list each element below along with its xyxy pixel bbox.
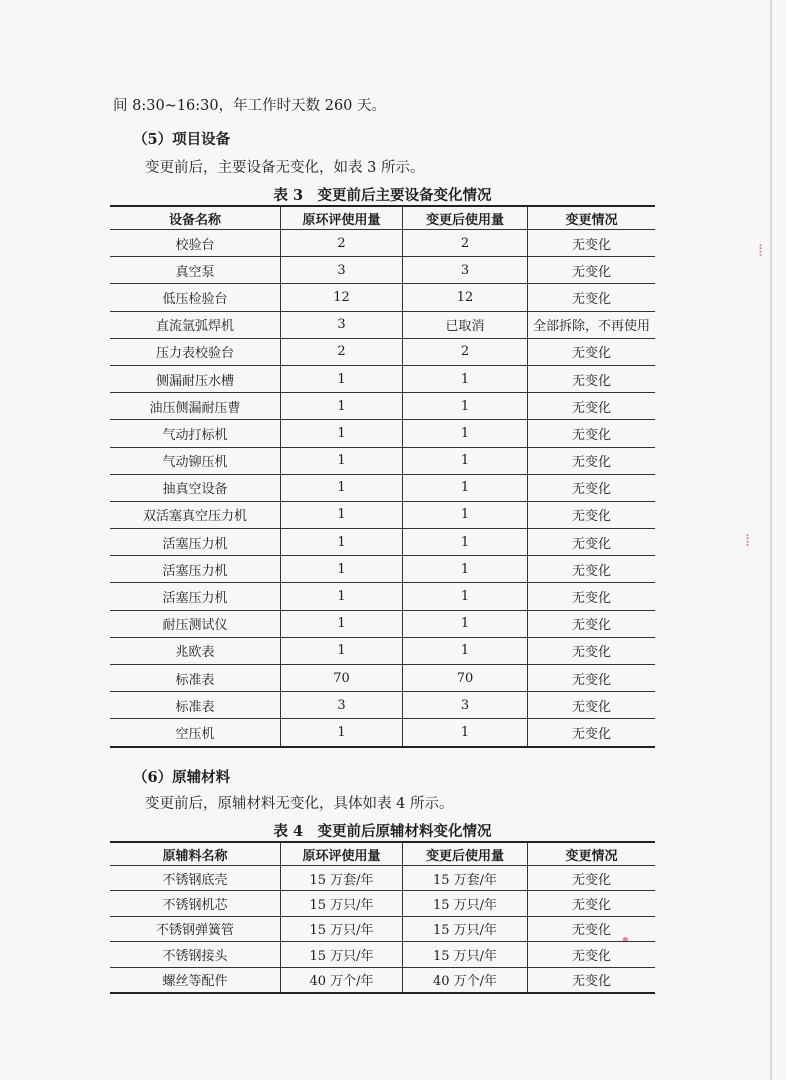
table3-cell: 兆欧表	[110, 637, 281, 664]
table3-cell: 无变化	[528, 719, 656, 747]
table4-cell: 15 万只/年	[403, 891, 528, 916]
table3-row	[110, 420, 655, 447]
table3-cell: 无变化	[528, 529, 656, 556]
table4-row	[110, 967, 655, 993]
table3-row	[110, 257, 655, 284]
table3-row	[110, 501, 655, 528]
table3-cell: 12	[403, 284, 528, 311]
table3-row	[110, 338, 655, 365]
table3-cell: 气动打标机	[110, 420, 281, 447]
table3-cell: 无变化	[528, 284, 656, 311]
table4-cell: 不锈钢接头	[110, 942, 281, 967]
table3-cell: 3	[403, 257, 528, 284]
table3-cell: 活塞压力机	[110, 529, 281, 556]
table3-row	[110, 719, 655, 747]
table3-cell: 标准表	[110, 665, 281, 692]
table4-cell: 不锈钢机芯	[110, 891, 281, 916]
table3-row	[110, 447, 655, 474]
table3-cell: 1	[403, 393, 528, 420]
table3-cell: 无变化	[528, 501, 656, 528]
table3-cell: 1	[281, 420, 403, 447]
table4-header-cell: 原辅料名称	[162, 848, 228, 864]
table3-cell: 3	[281, 311, 403, 338]
table3-cell: 压力表校验台	[110, 338, 281, 365]
table4-cell: 15 万套/年	[403, 866, 528, 891]
table3-cell: 1	[403, 583, 528, 610]
table3-row	[110, 692, 655, 719]
table3-cell: 1	[403, 637, 528, 664]
table3-cell: 1	[281, 637, 403, 664]
table4-row	[110, 942, 655, 967]
table3-row	[110, 665, 655, 692]
table3-cell: 1	[403, 529, 528, 556]
table3-cell: 1	[281, 365, 403, 392]
table3-row	[110, 610, 655, 637]
table4-header-row	[110, 842, 655, 866]
table3-cell: 全部拆除，不再使用	[528, 311, 656, 338]
table3-cell: 无变化	[528, 230, 656, 257]
table3-cell: 1	[403, 474, 528, 501]
table4-cell: 无变化	[528, 967, 656, 993]
table3-cell: 无变化	[528, 583, 656, 610]
table3-cell: 1	[281, 501, 403, 528]
table3-cell: 无变化	[528, 257, 656, 284]
table3-row	[110, 284, 655, 311]
page-edge	[770, 0, 772, 1080]
table3-cell: 无变化	[528, 692, 656, 719]
table3-cell: 无变化	[528, 447, 656, 474]
table3-header-cell: 设备名称	[168, 212, 221, 228]
table4-cell: 无变化	[528, 866, 656, 891]
table4-row	[110, 891, 655, 916]
table4-cell: 无变化	[528, 891, 656, 916]
table3-cell: 1	[281, 474, 403, 501]
table3-cell: 真空泵	[110, 257, 281, 284]
table4-cell: 无变化	[528, 916, 656, 941]
table3-cell: 2	[281, 338, 403, 365]
table3-cell: 直流氩弧焊机	[110, 311, 281, 338]
table3-cell: 2	[403, 338, 528, 365]
table3-cell: 70	[281, 665, 403, 692]
table3-cell: 校验台	[110, 230, 281, 257]
table4-body	[110, 866, 655, 993]
table4-cell: 不锈钢弹簧管	[110, 916, 281, 941]
section5-text: 变更前后，主要设备无变化，如表 3 所示。	[145, 160, 425, 176]
table3-row	[110, 474, 655, 501]
table3-cell: 1	[281, 556, 403, 583]
table3-cell: 油压侧漏耐压曹	[110, 393, 281, 420]
stamp-mark-right-3: •	[620, 930, 631, 951]
table3-cell: 无变化	[528, 420, 656, 447]
table3-cell: 抽真空设备	[110, 474, 281, 501]
table3-cell: 1	[403, 365, 528, 392]
table3-cell: 无变化	[528, 637, 656, 664]
table3-cell: 无变化	[528, 665, 656, 692]
table3-cell: 1	[281, 529, 403, 556]
table4	[110, 841, 655, 994]
table4-cell: 无变化	[528, 942, 656, 967]
table3-cell: 1	[281, 583, 403, 610]
table3-cell: 活塞压力机	[110, 583, 281, 610]
table3-cell: 双活塞真空压力机	[110, 501, 281, 528]
table3-header-cell: 原环评使用量	[281, 206, 403, 230]
table3-row	[110, 230, 655, 257]
table3-header-cell: 变更情况	[528, 206, 656, 230]
table3-cell: 无变化	[528, 393, 656, 420]
table4-cell: 15 万只/年	[403, 942, 528, 967]
table4-cell: 15 万只/年	[281, 891, 403, 916]
section6-heading: （6）原辅材料	[133, 769, 231, 786]
table3-cell: 12	[281, 284, 403, 311]
table3-cell: 1	[403, 556, 528, 583]
section6-text: 变更前后，原辅材料无变化，具体如表 4 所示。	[145, 796, 454, 812]
table3-cell: 1	[403, 610, 528, 637]
table4-cell: 40 万个/年	[281, 967, 403, 993]
table3-row	[110, 637, 655, 664]
table3-cell: 1	[281, 393, 403, 420]
table3-header-row	[110, 206, 655, 230]
table3-cell: 耐压测试仪	[110, 610, 281, 637]
table4-cell: 15 万套/年	[281, 866, 403, 891]
table3-cell: 1	[403, 501, 528, 528]
section5-heading: （5）项目设备	[133, 131, 231, 148]
table3-cell: 2	[403, 230, 528, 257]
table3-cell: 无变化	[528, 610, 656, 637]
table3-cell: 1	[403, 447, 528, 474]
table3-cell: 气动铆压机	[110, 447, 281, 474]
table4-cell: 15 万只/年	[403, 916, 528, 941]
stamp-mark-right: ⁞	[758, 240, 764, 261]
table3-cell: 无变化	[528, 556, 656, 583]
table3-caption: 表 3 变更前后主要设备变化情况	[273, 187, 492, 204]
table3-cell: 3	[281, 257, 403, 284]
table3-body	[110, 230, 655, 747]
table3-row	[110, 529, 655, 556]
table4-header-cell: 变更情况	[528, 842, 656, 866]
table3-row	[110, 365, 655, 392]
table4-row	[110, 916, 655, 941]
table3-cell: 无变化	[528, 474, 656, 501]
table3-cell: 已取消	[403, 311, 528, 338]
table4-caption: 表 4 变更前后原辅材料变化情况	[273, 823, 492, 840]
table3-cell: 标准表	[110, 692, 281, 719]
table3-cell: 3	[403, 692, 528, 719]
table3-row	[110, 556, 655, 583]
table3-cell: 无变化	[528, 365, 656, 392]
table4-cell: 螺丝等配件	[110, 967, 281, 993]
table3-cell: 空压机	[110, 719, 281, 747]
table3-cell: 1	[281, 447, 403, 474]
table3-row	[110, 393, 655, 420]
table3-cell: 3	[281, 692, 403, 719]
table3-row	[110, 311, 655, 338]
table4-header-cell: 变更后使用量	[403, 842, 528, 866]
table4-cell: 15 万只/年	[281, 942, 403, 967]
table3-cell: 1	[403, 420, 528, 447]
table3-cell: 1	[403, 719, 528, 747]
table3-cell: 1	[281, 610, 403, 637]
table3-cell: 2	[281, 230, 403, 257]
table3-header-cell: 变更后使用量	[403, 206, 528, 230]
table4-cell: 40 万个/年	[403, 967, 528, 993]
stamp-mark-right-2: ⁞	[745, 530, 751, 551]
table3-row	[110, 583, 655, 610]
table4-cell: 15 万只/年	[281, 916, 403, 941]
intro-line: 间 8:30~16:30，年工作时天数 260 天。	[113, 98, 386, 114]
table4-cell: 不锈钢底壳	[110, 866, 281, 891]
table3	[110, 205, 655, 748]
table3-cell: 1	[281, 719, 403, 747]
table4-header-cell: 原环评使用量	[281, 842, 403, 866]
table3-cell: 无变化	[528, 338, 656, 365]
table3-cell: 侧漏耐压水槽	[110, 365, 281, 392]
table3-cell: 70	[403, 665, 528, 692]
table4-row	[110, 866, 655, 891]
table3-cell: 活塞压力机	[110, 556, 281, 583]
table3-cell: 低压检验台	[110, 284, 281, 311]
